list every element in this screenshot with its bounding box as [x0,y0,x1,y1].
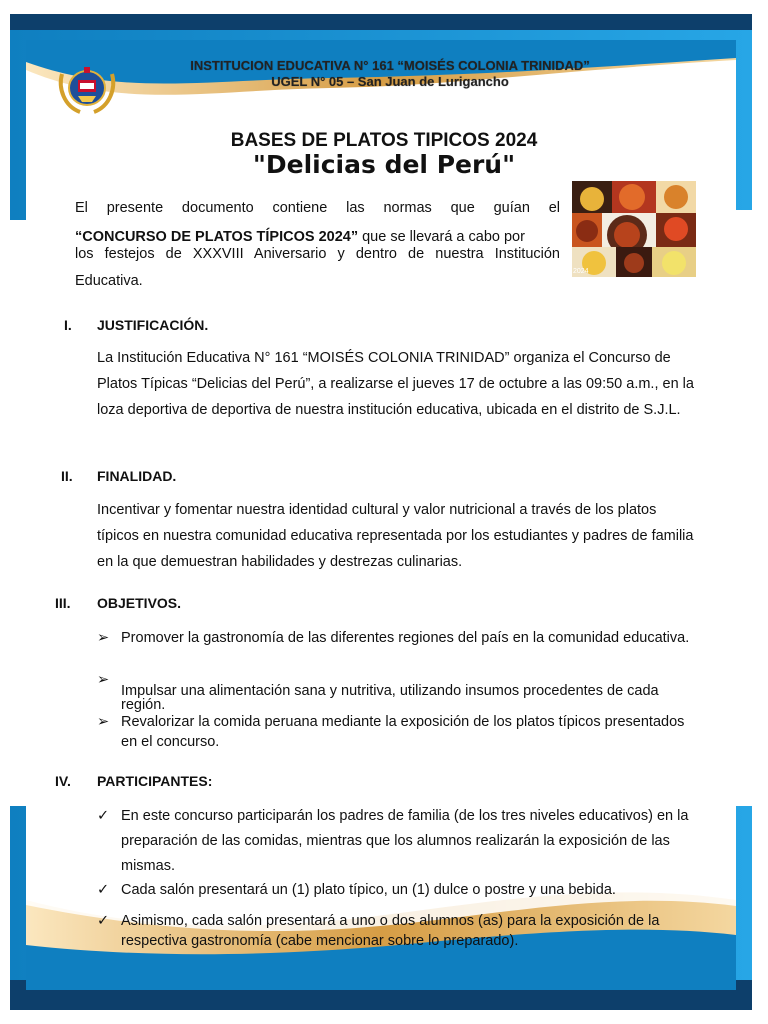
school-name-header: INSTITUCION EDUCATIVA N° 161 “MOISÉS COLONIA TRINIDAD” [190,58,590,73]
section-1-title: JUSTIFICACIÓN. [97,317,209,333]
school-seal-logo [56,64,118,116]
participant-text: Cada salón presentará un (1) plato típico, un (1) dulce o postre y una bebida. [121,882,616,898]
participant-text: En este concurso participarán los padres de familia (de los tres niveles educativos) en la preparación de las comidas, mientras que los alumnos realizarán la exposición de las mismas. [121,808,689,874]
section-4-title: PARTICIPANTES: [97,773,213,789]
section-2-text: Incentivar y fomentar nuestra identidad cultural y valor nutricional a través de los platos típicos en nuestra comunidad educativa representada por los estudiantes y padres de familia en la que demuestran habilidades y destrezas culinarias. [97,502,694,570]
objective-text: Impulsar una alimentación sana y nutritiva, utilizando insumos procedentes de cada región. [121,683,659,713]
objective-text: Promover la gastronomía de las diferentes regiones del país en la comunidad educativa. [121,630,690,646]
section-3-title: OBJETIVOS. [97,595,182,611]
checkmark-icon: ✓ [97,808,110,824]
section-3-number: III. [55,595,71,611]
checkmark-icon: ✓ [97,913,110,929]
section-4-number: IV. [55,773,71,789]
ugel-header: UGEL N° 05 – San Juan de Lurigancho [271,74,509,89]
objective-text: Revalorizar la comida peruana mediante la exposición de los platos típicos presentados en el concurso. [121,714,685,750]
intro-line-1: El presente documento contiene las normas que guían el [75,200,560,216]
section-1-text: La Institución Educativa N° 161 “MOISÉS COLONIA TRINIDAD” organiza el Concurso de Platos Típicas “Delicias del Perú”, a realizarse el jueves 17 de octubre a las 09:50 a.m., en la loza deportiva de deportiva de nuestra institución educativa, ubicada en el distrito de S.J.L. [97,350,694,418]
participant-text: Asimismo, cada salón presentará a uno o dos alumnos (as) para la exposición de la respectiva gastronomía (cabe mencionar sobre lo preparado). [121,913,660,949]
contest-name: “CONCURSO DE PLATOS TÍPICOS 2024” [75,229,359,245]
arrow-bullet-icon: ➢ [97,672,110,688]
document-subtitle: "Delicias del Perú" [252,150,516,179]
section-1-number: I. [64,317,72,333]
checkmark-icon: ✓ [97,882,110,898]
section-2-title: FINALIDAD. [97,468,177,484]
intro-line-3: los festejos de XXXVIII Aniversario y dentro de nuestra Institución [75,246,560,262]
food-image-badge: 2024 [573,268,589,275]
intro-line-2: que se llevará a cabo por [358,229,525,245]
arrow-bullet-icon: ➢ [97,714,110,730]
document-title: BASES DE PLATOS TIPICOS 2024 [230,130,538,151]
intro-line-4: Educativa. [75,273,143,289]
section-2-number: II. [61,468,73,484]
intro-paragraph [75,196,560,294]
arrow-bullet-icon: ➢ [97,630,110,646]
food-collage-image [572,181,696,277]
